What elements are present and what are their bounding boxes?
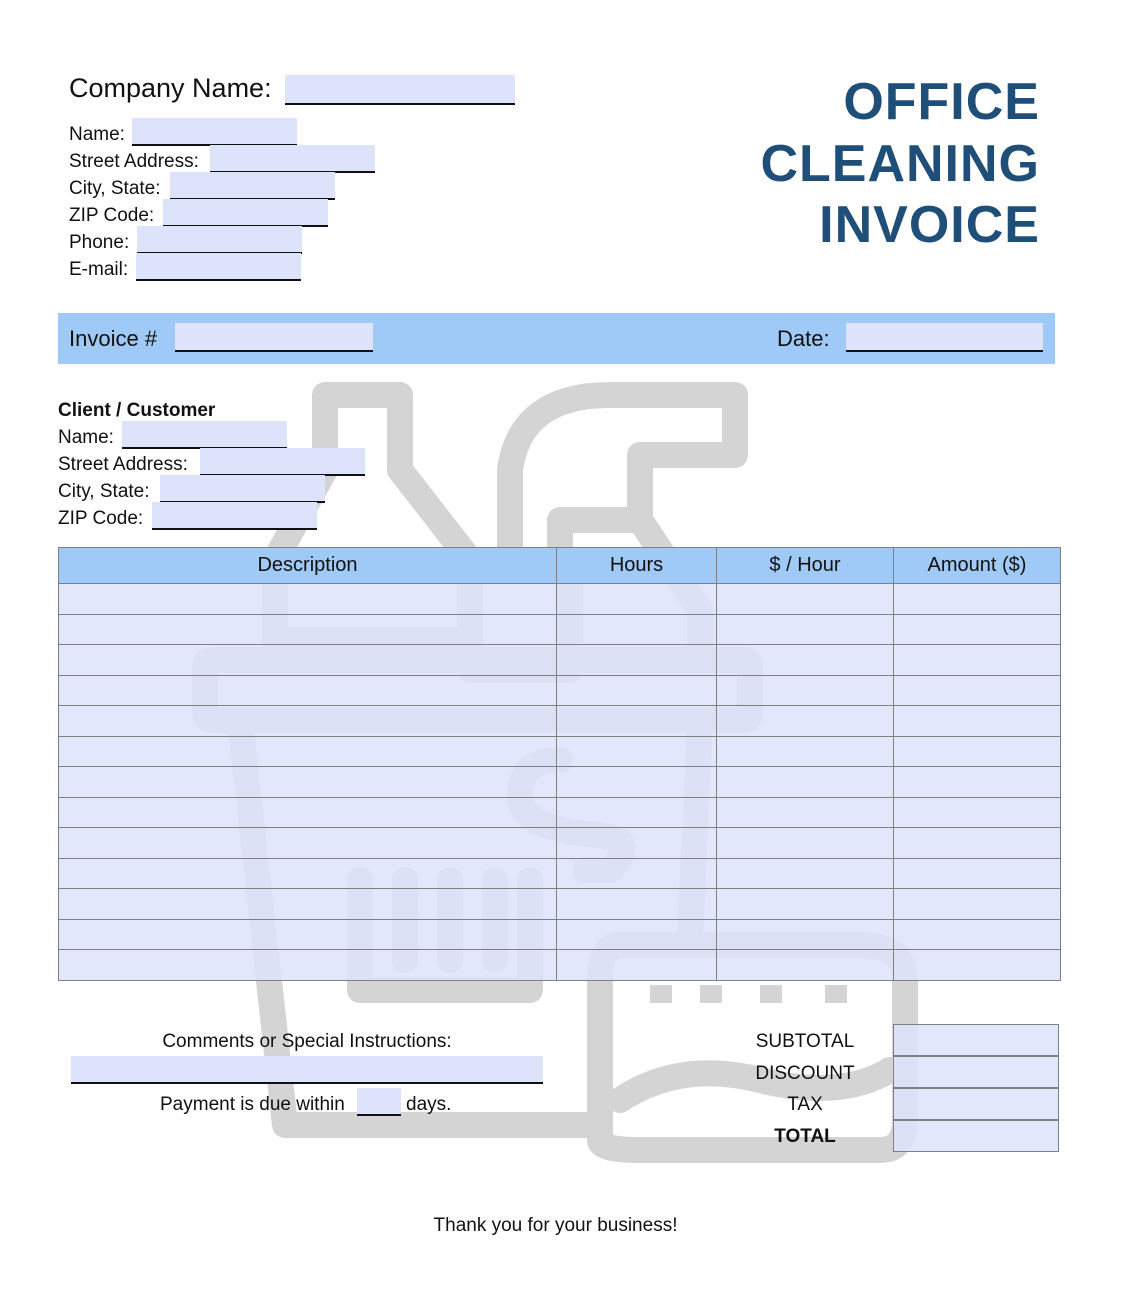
column-header-hours: Hours — [557, 548, 717, 584]
description-cell[interactable] — [59, 614, 557, 645]
description-cell[interactable] — [59, 797, 557, 828]
comments-label: Comments or Special Instructions: — [162, 1031, 452, 1052]
description-cell[interactable] — [59, 736, 557, 767]
company-street-field[interactable] — [210, 145, 375, 173]
company-zip-label: ZIP Code: — [69, 205, 155, 226]
total-field[interactable] — [893, 1120, 1059, 1152]
company-contact-name-field[interactable] — [132, 118, 297, 146]
hours-cell[interactable] — [557, 950, 717, 981]
rate-cell[interactable] — [717, 584, 894, 615]
client-city-label: City, State: — [58, 481, 150, 502]
table-row — [59, 858, 1061, 889]
company-zip-field[interactable] — [163, 199, 328, 227]
hours-cell[interactable] — [557, 706, 717, 737]
client-city-field[interactable] — [160, 475, 325, 503]
column-header-rate: $ / Hour — [717, 548, 894, 584]
table-row — [59, 584, 1061, 615]
description-cell[interactable] — [59, 919, 557, 950]
amount-cell[interactable] — [894, 706, 1061, 737]
rate-cell[interactable] — [717, 858, 894, 889]
rate-cell[interactable] — [717, 645, 894, 676]
column-header-description: Description — [59, 548, 557, 584]
company-name-sublabel: Name: — [69, 124, 125, 145]
client-name-label: Name: — [58, 427, 114, 448]
description-cell[interactable] — [59, 950, 557, 981]
title-line-office: OFFICE — [843, 73, 1040, 131]
rate-cell[interactable] — [717, 767, 894, 798]
hours-cell[interactable] — [557, 645, 717, 676]
description-cell[interactable] — [59, 675, 557, 706]
client-zip-field[interactable] — [152, 502, 317, 530]
hours-cell[interactable] — [557, 919, 717, 950]
hours-cell[interactable] — [557, 889, 717, 920]
invoice-number-field[interactable] — [175, 323, 373, 352]
company-city-field[interactable] — [170, 172, 335, 200]
amount-cell[interactable] — [894, 584, 1061, 615]
rate-cell[interactable] — [717, 919, 894, 950]
company-phone-label: Phone: — [69, 232, 130, 253]
client-heading: Client / Customer — [58, 400, 216, 421]
description-cell[interactable] — [59, 858, 557, 889]
amount-cell[interactable] — [894, 919, 1061, 950]
date-field[interactable] — [846, 323, 1043, 352]
client-street-label: Street Address: — [58, 454, 188, 475]
comments-field[interactable] — [71, 1056, 543, 1084]
table-row — [59, 675, 1061, 706]
amount-cell[interactable] — [894, 828, 1061, 859]
description-cell[interactable] — [59, 584, 557, 615]
amount-cell[interactable] — [894, 950, 1061, 981]
rate-cell[interactable] — [717, 797, 894, 828]
hours-cell[interactable] — [557, 614, 717, 645]
company-city-label: City, State: — [69, 178, 161, 199]
amount-cell[interactable] — [894, 858, 1061, 889]
rate-cell[interactable] — [717, 828, 894, 859]
date-label: Date: — [777, 326, 830, 351]
table-row — [59, 614, 1061, 645]
discount-field[interactable] — [893, 1056, 1059, 1088]
client-name-field[interactable] — [122, 421, 287, 449]
table-row — [59, 889, 1061, 920]
payment-days-field[interactable] — [357, 1088, 401, 1116]
description-cell[interactable] — [59, 889, 557, 920]
amount-cell[interactable] — [894, 675, 1061, 706]
amount-cell[interactable] — [894, 889, 1061, 920]
table-row — [59, 950, 1061, 981]
amount-cell[interactable] — [894, 614, 1061, 645]
table-row — [59, 797, 1061, 828]
description-cell[interactable] — [59, 767, 557, 798]
table-row — [59, 767, 1061, 798]
rate-cell[interactable] — [717, 614, 894, 645]
description-cell[interactable] — [59, 706, 557, 737]
invoice-number-label: Invoice # — [69, 326, 158, 351]
hours-cell[interactable] — [557, 767, 717, 798]
amount-cell[interactable] — [894, 645, 1061, 676]
rate-cell[interactable] — [717, 889, 894, 920]
table-row — [59, 645, 1061, 676]
title-line-invoice: INVOICE — [819, 196, 1040, 254]
description-cell[interactable] — [59, 645, 557, 676]
table-row — [59, 828, 1061, 859]
tax-field[interactable] — [893, 1088, 1059, 1120]
discount-label: DISCOUNT — [755, 1063, 855, 1084]
column-header-amount: Amount ($) — [894, 548, 1061, 584]
table-header-row — [59, 548, 1061, 584]
client-zip-label: ZIP Code: — [58, 508, 144, 529]
subtotal-label: SUBTOTAL — [755, 1031, 855, 1052]
rate-cell[interactable] — [717, 950, 894, 981]
hours-cell[interactable] — [557, 584, 717, 615]
company-street-label: Street Address: — [69, 151, 199, 172]
description-cell[interactable] — [59, 828, 557, 859]
client-street-field[interactable] — [200, 448, 365, 476]
hours-cell[interactable] — [557, 858, 717, 889]
company-email-field[interactable] — [136, 253, 301, 281]
company-name-field[interactable] — [285, 75, 515, 105]
amount-cell[interactable] — [894, 767, 1061, 798]
table-row — [59, 706, 1061, 737]
rate-cell[interactable] — [717, 736, 894, 767]
line-items-table — [58, 547, 1061, 981]
table-row — [59, 736, 1061, 767]
table-row — [59, 919, 1061, 950]
tax-label: TAX — [787, 1094, 823, 1115]
hours-cell[interactable] — [557, 828, 717, 859]
company-phone-field[interactable] — [137, 226, 302, 254]
payment-suffix-label: days. — [406, 1094, 452, 1115]
payment-prefix-label: Payment is due within — [160, 1094, 345, 1115]
subtotal-field[interactable] — [893, 1024, 1059, 1056]
hours-cell[interactable] — [557, 736, 717, 767]
company-email-label: E-mail: — [69, 259, 129, 280]
amount-cell[interactable] — [894, 797, 1061, 828]
hours-cell[interactable] — [557, 675, 717, 706]
hours-cell[interactable] — [557, 797, 717, 828]
rate-cell[interactable] — [717, 706, 894, 737]
thank-you-note: Thank you for your business! — [433, 1215, 678, 1236]
company-name-label: Company Name: — [69, 73, 272, 103]
rate-cell[interactable] — [717, 675, 894, 706]
amount-cell[interactable] — [894, 736, 1061, 767]
title-line-cleaning: CLEANING — [760, 135, 1040, 193]
total-label: TOTAL — [774, 1126, 836, 1147]
